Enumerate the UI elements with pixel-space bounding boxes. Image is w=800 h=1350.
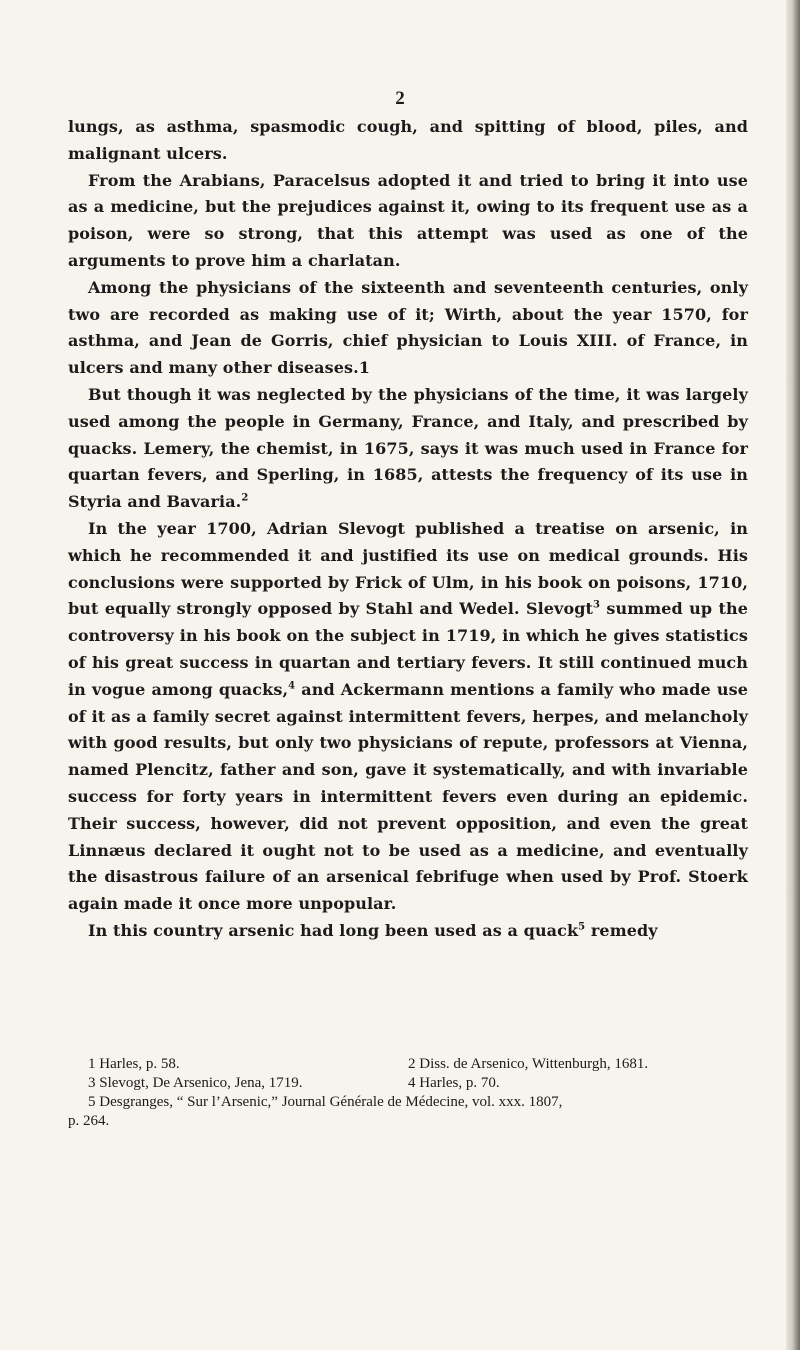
paragraph-continued: lungs, as asthma, spasmodic cough, and spitting of blood, piles, and malignant ulcers. bbox=[68, 117, 748, 163]
paragraph-slevogt bbox=[68, 516, 748, 918]
paragraph-sixteenth-century: Among the physicians of the sixteenth and seventeenth centuries, only two are recorded as making use of it; Wirth, about the year 1570, for asthma, and Jean de Gorris, chief physician to Louis XIII. of France, in ulcers and many other diseases.1 bbox=[68, 277, 748, 378]
paragraph-slevogt-text-b: summed up the controversy in his book on the subject in 1719, in which he gives statistics of his great success in quartan and tertiary fevers. It still continued much in vogue among quacks, bbox=[68, 599, 748, 699]
footnote-1: 1 Harles, p. 58. bbox=[88, 1056, 180, 1072]
paragraph-this-country-text: In this country arsenic had long been used as a quack bbox=[88, 920, 579, 940]
footnote-ref-5: 5 bbox=[578, 921, 586, 933]
paragraph-this-country bbox=[68, 918, 748, 945]
footnotes bbox=[68, 1055, 748, 1131]
page-number: 2 bbox=[395, 88, 405, 109]
footnote-4: 4 Harles, p. 70. bbox=[408, 1075, 500, 1091]
footnote-5: 5 Desgranges, “ Sur l’Arsenic,” Journal Générale de Médecine, vol. xxx. 1807, bbox=[88, 1094, 563, 1110]
paragraph-slevogt-text-a: In the year 1700, Adrian Slevogt published a treatise on arsenic, in which he recommended it and justified its use on medical grounds. His conclusions were supported by Frick of Ulm, in his book on poisons, 1710, but equally strongly opposed by Stahl and Wedel. Slevogt bbox=[68, 518, 748, 619]
paragraph-paracelsus: From the Arabians, Paracelsus adopted it and tried to bring it into use as a medicine, but the prejudices against it, owing to its frequent use as a poison, were so strong, that this attempt was used as one of the arguments to prove him a charlatan. bbox=[68, 170, 748, 270]
footnote-5-continued: p. 264. bbox=[68, 1113, 110, 1129]
footnote-ref-3: 3 bbox=[593, 600, 601, 612]
paragraph-quacks-text: But though it was neglected by the physicians of the time, it was largely used among the people in Germany, France, and Italy, and prescribed by quacks. Lemery, the chemist, in 1675, says it was much used in France for quartan fevers, and Sperling, in 1685, attests the frequency of its use in Styria and Bavaria. bbox=[68, 384, 748, 512]
paragraph-slevogt-text-c: and Ackermann mentions a family who made use of it as a family secret against intermittent fevers, herpes, and melancholy with good results, but only two physicians of repute, professors at Vienna, named Plencitz, father and son, gave it systematically, and with invariable success for forty years in intermittent fevers even during an epidemic. Their success, however, did not prevent opposition, and even the great Linnæus declared it ought not to be used as a medicine, and eventually the disastrous failure of an arsenical febrifuge when used by Prof. Stoerk again made it once more unpopular. bbox=[68, 679, 748, 914]
footnote-row-1 bbox=[68, 1055, 748, 1074]
footnote-row-2 bbox=[68, 1074, 748, 1093]
footnote-ref-4: 4 bbox=[288, 680, 296, 692]
footnote-2: 2 Diss. de Arsenico, Wittenburgh, 1681. bbox=[408, 1056, 649, 1072]
footnote-ref-2: 2 bbox=[241, 492, 249, 504]
footnote-3: 3 Slevogt, De Arsenico, Jena, 1719. bbox=[88, 1075, 303, 1091]
paragraph-quacks bbox=[68, 382, 748, 516]
page-edge-shadow bbox=[786, 0, 800, 1350]
paragraph-this-country-end: remedy bbox=[590, 920, 658, 940]
body-text bbox=[68, 114, 748, 945]
